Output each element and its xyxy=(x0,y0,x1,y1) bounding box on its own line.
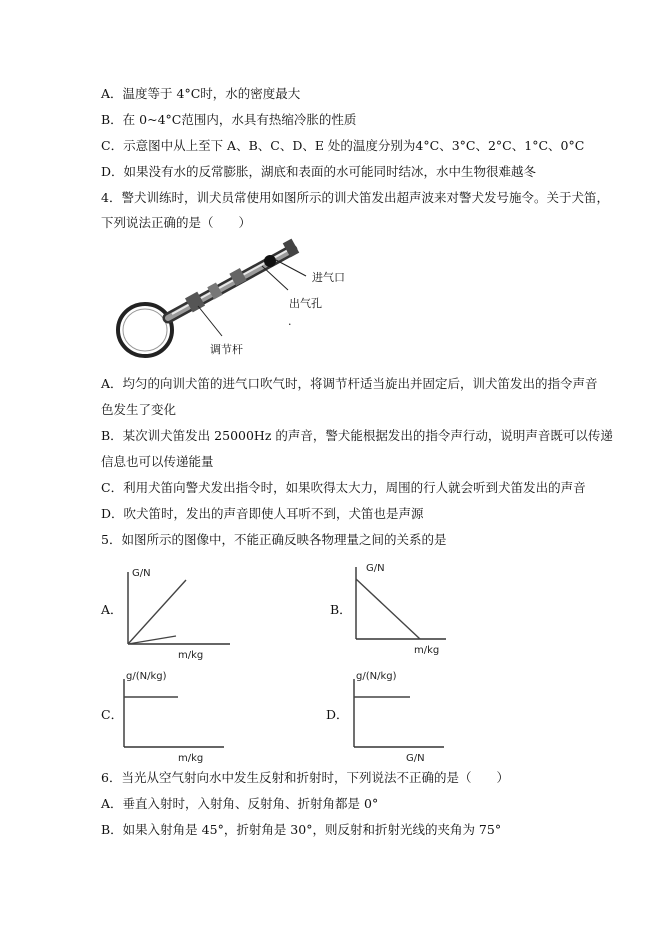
q4-option-a-line1: A．均匀的向训犬笛的进气口吹气时，将调节杆适当旋出并固定后，训犬笛发出的指令声音 xyxy=(101,376,598,391)
inlet-label: 进气口 xyxy=(312,271,345,284)
q4-option-b-line2: 信息也可以传递能量 xyxy=(101,454,214,469)
q4-option-d: D．吹犬笛时，发出的声音即使人耳听不到，犬笛也是声源 xyxy=(101,506,424,521)
graph-b-option: B． xyxy=(330,602,352,617)
graph-b xyxy=(346,557,466,657)
graph-c-xlabel: m/kg xyxy=(178,753,204,764)
q6-option-a: A．垂直入射时，入射角、反射角、折射角都是 0° xyxy=(101,796,379,811)
q6-option-b: B．如果入射角是 45°，折射角是 30°，则反射和折射光线的夹角为 75° xyxy=(101,822,502,837)
stray-dot: . xyxy=(288,315,292,328)
q4-option-b-line1: B．某次训犬笛发出 25000Hz 的声音，警犬能根据发出的指令声行动，说明声音既可以传递 xyxy=(101,428,613,443)
graph-b-ylabel: G/N xyxy=(366,563,385,574)
q5-stem: 5．如图所示的图像中，不能正确反映各物理量之间的关系的是 xyxy=(101,532,447,547)
q6-stem: 6．当光从空气射向水中发生反射和折射时，下列说法不正确的是（ ） xyxy=(101,770,509,785)
q3-option-d: D．如果没有水的反常膨胀，湖底和表面的水可能同时结冰，水中生物很难越冬 xyxy=(101,164,537,179)
graph-a xyxy=(118,562,238,662)
q4-stem-line2: 下列说法正确的是（ ） xyxy=(101,215,252,230)
graph-a-option: A． xyxy=(101,602,123,617)
q3-option-b: B．在 0~4°C范围内，水具有热缩冷胀的性质 xyxy=(101,112,357,127)
q4-option-a-line2: 色发生了变化 xyxy=(101,402,177,417)
graph-d-option: D． xyxy=(326,707,349,722)
graph-d-ylabel: g/(N/kg) xyxy=(356,671,397,682)
q3-option-a: A．温度等于 4°C时，水的密度最大 xyxy=(101,86,301,101)
graph-d-xlabel: G/N xyxy=(406,753,425,764)
graph-c-ylabel: g/(N/kg) xyxy=(126,671,167,682)
outlet-label: 出气孔 xyxy=(289,297,322,310)
graph-a-xlabel: m/kg xyxy=(178,650,204,661)
graph-b-xlabel: m/kg xyxy=(414,645,440,656)
rod-label: 调节杆 xyxy=(210,343,243,356)
graph-a-ylabel: G/N xyxy=(132,568,151,579)
q4-stem-line1: 4．警犬训练时，训犬员常使用如图所示的训犬笛发出超声波来对警犬发号施令。关于犬笛， xyxy=(101,190,609,205)
q4-option-c: C．利用犬笛向警犬发出指令时，如果吹得太大力，周围的行人就会听到犬笛发出的声音 xyxy=(101,480,586,495)
graph-c-option: C． xyxy=(101,707,124,722)
graph-c xyxy=(114,667,234,767)
q3-option-c: C．示意图中从上至下 A、B、C、D、E 处的温度分别为4°C、3°C、2°C、1°C、0°C xyxy=(101,138,585,153)
graph-d xyxy=(344,667,464,767)
